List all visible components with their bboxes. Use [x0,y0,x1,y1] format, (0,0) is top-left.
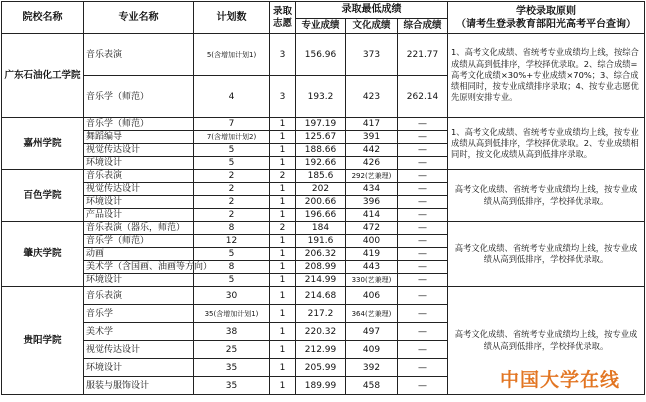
plan-cell: 8 [194,261,270,274]
composite-score-cell: — [398,131,448,144]
header-culture-score: 文化成绩 [346,19,398,34]
major-cell: 音乐表演（器乐，师范） [84,222,194,235]
prof-score-cell: 208.99 [296,261,346,274]
header-school: 院校名称 [2,2,84,34]
volunteer-cell: 1 [270,196,296,209]
major-cell: 服装与服饰设计 [84,377,194,395]
header-rule [448,2,645,34]
prof-score-cell: 206.32 [296,248,346,261]
volunteer-cell: 2 [270,222,296,235]
composite-score-cell: 221.77 [398,34,448,76]
volunteer-cell: 1 [270,261,296,274]
volunteer-cell: 1 [270,209,296,222]
culture-score-cell: 426 [346,157,398,170]
major-cell: 环境设计 [84,196,194,209]
header-rule-prefix: 学校 [516,5,537,17]
culture-score-cell: 391 [346,131,398,144]
plan-cell: 30 [194,287,270,305]
culture-score-cell: 400 [346,235,398,248]
plan-cell: 25 [194,341,270,359]
major-cell: 音乐表演 [84,34,194,76]
volunteer-cell: 1 [270,305,296,323]
header-volunteer [270,2,296,34]
volunteer-cell: 1 [270,377,296,395]
composite-score-cell: — [398,305,448,323]
volunteer-cell: 1 [270,359,296,377]
volunteer-cell: 1 [270,131,296,144]
plan-cell: 35 [194,377,270,395]
composite-score-cell: — [398,196,448,209]
plan-cell: 2 [194,209,270,222]
composite-score-cell: — [398,235,448,248]
major-cell: 音乐表演 [84,170,194,183]
culture-score-cell: 414 [346,209,398,222]
prof-score-cell: 205.99 [296,359,346,377]
culture-score-cell: 458 [346,377,398,395]
prof-score-cell: 217.2 [296,305,346,323]
volunteer-cell: 1 [270,157,296,170]
major-cell: 视觉传达设计 [84,183,194,196]
prof-score-cell: 156.96 [296,34,346,76]
plan-cell: 5(含增加计划1) [194,34,270,76]
prof-score-cell: 191.6 [296,235,346,248]
culture-score-cell: 409 [346,341,398,359]
composite-score-cell: — [398,341,448,359]
prof-score-cell: 220.32 [296,323,346,341]
prof-score-cell: 184 [296,222,346,235]
plan-cell: 4 [194,76,270,118]
school-name: 广东石油化工学院 [2,34,84,118]
volunteer-cell: 1 [270,274,296,287]
volunteer-cell: 1 [270,341,296,359]
plan-cell: 35 [194,359,270,377]
prof-score-cell: 192.66 [296,157,346,170]
plan-cell: 2 [194,196,270,209]
prof-score-cell: 188.66 [296,144,346,157]
culture-score-cell: 392 [346,359,398,377]
composite-score-cell: — [398,287,448,305]
plan-cell: 5 [194,248,270,261]
table-row [2,287,645,305]
table-row [2,222,645,235]
header-plan: 计划数 [194,2,270,34]
header-prof-score: 专业成绩 [296,19,346,34]
composite-score-cell: — [398,170,448,183]
plan-cell: 2 [194,170,270,183]
plan-cell: 2 [194,183,270,196]
major-cell: 音乐表演 [84,287,194,305]
header-rule-label: 录取原则 [536,5,577,17]
composite-score-cell: 262.14 [398,76,448,118]
culture-score-cell: 419 [346,248,398,261]
volunteer-cell: 3 [270,34,296,76]
table-row [2,170,645,183]
culture-score-cell: 417 [346,118,398,131]
plan-cell: 5 [194,157,270,170]
culture-score-cell: 373 [346,34,398,76]
major-cell: 美术学 [84,323,194,341]
plan-cell: 5 [194,274,270,287]
header-rule-note: （请考生登录教育部阳光高考平台查询） [456,18,637,30]
major-cell: 音乐学（师范） [84,235,194,248]
culture-score-cell: 442 [346,144,398,157]
major-cell: 音乐学（师范） [84,118,194,131]
admission-table [1,1,645,395]
prof-score-cell: 185.6 [296,170,346,183]
volunteer-cell: 1 [270,144,296,157]
table-body [2,34,645,395]
major-cell: 音乐学 [84,305,194,323]
composite-score-cell: — [398,377,448,395]
plan-cell: 12 [194,235,270,248]
prof-score-cell: 196.66 [296,209,346,222]
culture-score-cell: 434 [346,183,398,196]
composite-score-cell: — [398,157,448,170]
prof-score-cell: 125.67 [296,131,346,144]
school-name: 贵阳学院 [2,287,84,395]
header-major: 专业名称 [84,2,194,34]
volunteer-cell: 1 [270,235,296,248]
major-cell: 视觉传达设计 [84,341,194,359]
prof-score-cell: 200.66 [296,196,346,209]
volunteer-cell: 1 [270,183,296,196]
composite-score-cell: — [398,209,448,222]
major-cell: 环境设计 [84,274,194,287]
composite-score-cell: — [398,323,448,341]
volunteer-cell: 1 [270,118,296,131]
major-cell: 动画 [84,248,194,261]
plan-cell: 7 [194,118,270,131]
composite-score-cell: — [398,274,448,287]
plan-cell: 35(含增加计划1) [194,305,270,323]
volunteer-cell: 1 [270,248,296,261]
header-min-score: 录取最低成绩 [296,2,448,19]
culture-score-cell: 497 [346,323,398,341]
school-name: 百色学院 [2,170,84,222]
culture-score-cell: 423 [346,76,398,118]
plan-cell: 8 [194,222,270,235]
header-composite-score: 综合成绩 [398,19,448,34]
prof-score-cell: 197.19 [296,118,346,131]
header-volunteer-label: 录取志愿 [272,5,292,29]
prof-score-cell: 193.2 [296,76,346,118]
composite-score-cell: — [398,261,448,274]
prof-score-cell: 214.68 [296,287,346,305]
volunteer-cell: 2 [270,170,296,183]
watermark-logo: 中国大学在线 [499,369,620,391]
volunteer-cell: 3 [270,76,296,118]
major-cell: 视觉传达设计 [84,144,194,157]
prof-score-cell: 214.99 [296,274,346,287]
plan-cell: 7(含增加计划2) [194,131,270,144]
prof-score-cell: 202 [296,183,346,196]
culture-score-cell: 364(艺兼理) [346,305,398,323]
culture-score-cell: 406 [346,287,398,305]
composite-score-cell: — [398,222,448,235]
culture-score-cell: 292(艺兼理) [346,170,398,183]
table-row [2,118,645,131]
volunteer-cell: 1 [270,287,296,305]
major-cell: 环境设计 [84,359,194,377]
major-cell: 音乐学（师范） [84,76,194,118]
prof-score-cell: 189.99 [296,377,346,395]
volunteer-cell: 1 [270,323,296,341]
composite-score-cell: — [398,118,448,131]
admission-rule: 高考文化成绩、省统考专业成绩均上线，按专业成绩从高到低排序，学校择优录取。 [448,170,645,222]
composite-score-cell: — [398,359,448,377]
major-cell: 环境设计 [84,157,194,170]
plan-cell: 5 [194,144,270,157]
composite-score-cell: — [398,144,448,157]
school-name: 肇庆学院 [2,222,84,287]
composite-score-cell: — [398,248,448,261]
culture-score-cell: 472 [346,222,398,235]
culture-score-cell: 443 [346,261,398,274]
table-row [2,34,645,76]
culture-score-cell: 396 [346,196,398,209]
major-cell: 舞蹈编导 [84,131,194,144]
school-name: 嘉州学院 [2,118,84,170]
major-cell: 美术学（含国画、油画等方向） [84,261,194,274]
composite-score-cell: — [398,183,448,196]
admission-rule: 高考文化成绩、省统考专业成绩均上线，按专业成绩从高到低排序，学校择优录取。 [448,287,645,395]
prof-score-cell: 212.99 [296,341,346,359]
major-cell: 产品设计 [84,209,194,222]
admission-rule: 高考文化成绩、省统考专业成绩均上线，按专业成绩从高到低排序，学校择优录取。 [448,222,645,287]
culture-score-cell: 330(艺兼理) [346,274,398,287]
plan-cell: 38 [194,323,270,341]
admission-rule: 1、高考文化成绩、省统考专业成绩均上线，按专业成绩从高到低排序，学校择优录取。2、专业成绩相同时，按文化成绩从高到低排序录取。 [448,118,645,170]
admission-rule: 1、高考文化成绩、省统考专业成绩均上线，按综合成绩从高到低排序，学校择优录取。2、综合成绩=高考文化成绩×30%+专业成绩×70%；3、综合成绩相同时，按专业成绩排序录取；4、按专业志愿优先原则安排专业。 [448,34,645,118]
